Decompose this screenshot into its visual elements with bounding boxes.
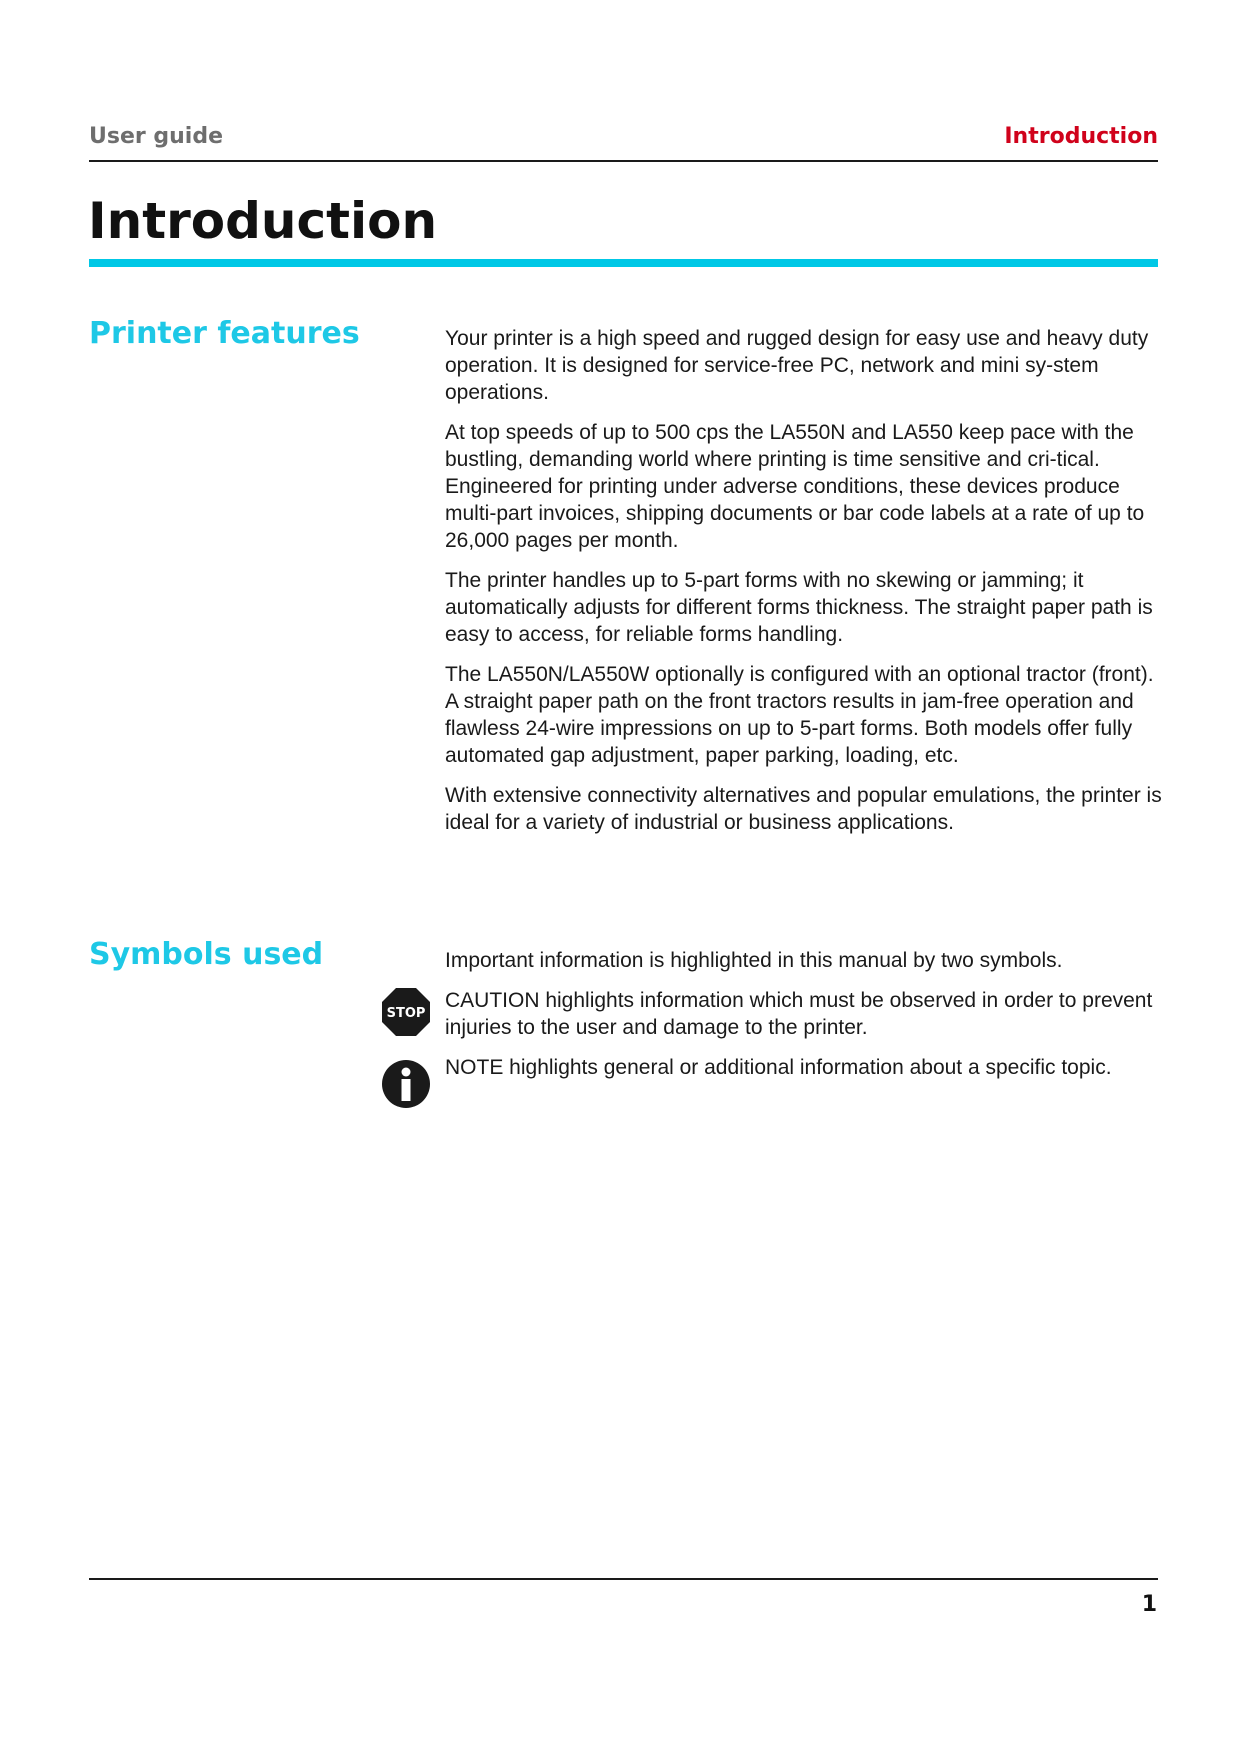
paragraph: At top speeds of up to 500 cps the LA550N and LA550 keep pace with the bustling, demanding world where printing is time sensitive and cri-tical. Engineered for printing under adverse conditions, these devices produce multi-part invoices, shipping documents or bar code labels at a rate of up to 26,000 pages per month. [445, 421, 1145, 552]
page-header [89, 124, 1158, 160]
title-underline [89, 259, 1158, 267]
paragraph: With extensive connectivity alternatives and popular emulations, the printer is ideal for a variety of industrial or business applications. [445, 784, 1162, 834]
caution-row [386, 987, 1163, 1041]
note-row [445, 1054, 1163, 1081]
stop-sign-label: STOP [386, 1006, 426, 1021]
info-icon [381, 1059, 431, 1109]
header-chapter-title: Introduction [1004, 124, 1158, 149]
section-heading-printer-features: Printer features [89, 316, 360, 351]
symbols-used-body [386, 947, 1163, 1094]
printer-features-body [445, 325, 1163, 849]
stop-sign-icon [381, 987, 431, 1037]
header-divider [89, 160, 1158, 162]
header-doc-title: User guide [89, 124, 224, 149]
note-text: NOTE highlights general or additional information about a specific topic. [445, 1056, 1112, 1079]
symbols-intro: Important information is highlighted in this manual by two symbols. [445, 949, 1063, 972]
paragraph: The printer handles up to 5-part forms with no skewing or jamming; it automatically adjusts for different forms thickness. The straight paper path is easy to access, for reliable forms handling. [445, 569, 1153, 646]
paragraph: The LA550N/LA550W optionally is configured with an optional tractor (front). A straight paper path on the front tractors results in jam-free operation and flawless 24-wire impressions on up to 5-part forms. Both models offer fully automated gap adjustment, paper parking, loading, etc. [445, 663, 1154, 767]
paragraph: Your printer is a high speed and rugged design for easy use and heavy duty operation. It is designed for service-free PC, network and mini sy-stem operations. [445, 327, 1149, 404]
page-title: Introduction [88, 192, 438, 250]
footer-divider [89, 1578, 1158, 1580]
page-number: 1 [1141, 1592, 1157, 1617]
caution-text: CAUTION highlights information which must be observed in order to prevent injuries to the user and damage to the printer. [445, 989, 1153, 1039]
section-heading-symbols-used: Symbols used [89, 937, 324, 972]
